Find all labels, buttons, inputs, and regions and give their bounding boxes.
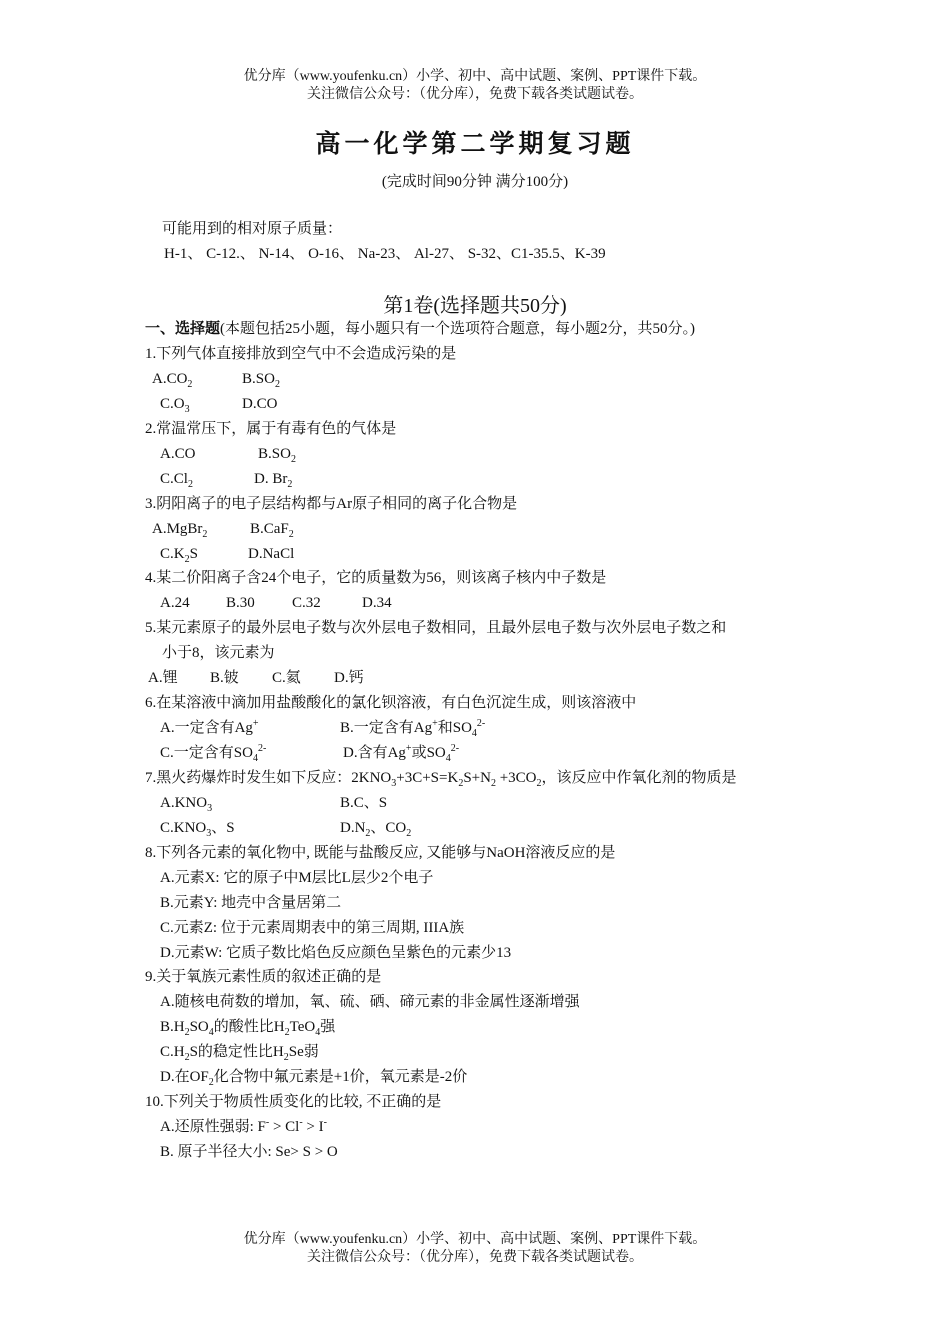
option-c: $C.O_3$ bbox=[160, 396, 190, 415]
footer-line-1: 优分库（www.youfenku.cn）小学、初中、高中试题、案例、PPT课件下载。 bbox=[243, 1232, 707, 1247]
question-1-options-ab bbox=[152, 369, 280, 389]
option-b: B.一定含有Ag+和$SO_4^{2-}$ bbox=[340, 718, 486, 739]
question-9-option-d: D.在$OF_2$化合物中氟元素是+1价，氧元素是-2价 bbox=[160, 1069, 468, 1088]
question-7-options-ab bbox=[160, 793, 387, 813]
question-5-stem-1: 5.某元素原子的最外层电子数与次外层电子数相同，且最外层电子数与次外层电子数之和 bbox=[145, 620, 727, 636]
page-title: 高一化学第二学期复习题 bbox=[315, 129, 635, 158]
option-a: A.一定含有Ag+ bbox=[160, 718, 259, 736]
option-d: D.含有Ag+或$SO_4^{2-}$ bbox=[343, 743, 460, 764]
atomic-mass-label: 可能用到的相对原子质量： bbox=[162, 221, 343, 237]
section-intro bbox=[145, 319, 695, 339]
question-10-option-a: A.还原性强弱: F- > Cl- > I- bbox=[160, 1117, 327, 1135]
question-8-option-b: B.元素Y: 地壳中含量居第二 bbox=[160, 895, 342, 911]
question-7-options-cd bbox=[160, 818, 411, 838]
option-d: D.CO bbox=[242, 396, 278, 412]
question-5-stem-2: 小于8，该元素为 bbox=[162, 645, 275, 661]
atomic-mass-list: H-1、 C-12.、 N-14、 O-16、 Na-23、 Al-27、 S-32、C1-35.5、K-39 bbox=[164, 246, 606, 262]
option-d: D.34 bbox=[362, 595, 392, 611]
option-a: A.锂 bbox=[148, 670, 178, 686]
question-4-stem: 4.某二价阳离子含24个电子，它的质量数为56，则该离子核内中子数是 bbox=[145, 570, 607, 586]
option-c: C.氦 bbox=[272, 670, 301, 686]
question-8-option-d: D.元素W: 它质子数比焰色反应颜色呈紫色的元素少13 bbox=[160, 945, 512, 961]
option-a: A.CO bbox=[160, 446, 196, 462]
page-footer bbox=[0, 1231, 950, 1267]
question-3-stem: 3.阴阳离子的电子层结构都与Ar原子相同的离子化合物是 bbox=[145, 496, 518, 512]
question-7-stem: 7.黑火药爆炸时发生如下反应：$2KNO_3+3C+S=K_2S+N_2 +3CO_2$，该反应中作氧化剂的物质是 bbox=[145, 770, 737, 789]
page-header bbox=[0, 68, 950, 104]
option-a: $A.KNO_3$ bbox=[160, 795, 213, 814]
footer-line-2: 关注微信公众号：（优分库），免费下载各类试题试卷。 bbox=[307, 1250, 643, 1265]
question-3-options-cd bbox=[160, 544, 294, 564]
question-6-options-cd bbox=[160, 743, 459, 763]
option-b: B.C、S bbox=[340, 795, 388, 811]
question-2-stem: 2.常温常压下，属于有毒有色的气体是 bbox=[145, 421, 397, 437]
question-9-option-a: A.随核电荷数的增加，氧、硫、硒、碲元素的非金属性逐渐增强 bbox=[160, 994, 580, 1010]
option-b: B.铍 bbox=[210, 670, 239, 686]
option-a: A.24 bbox=[160, 595, 190, 611]
section-title: 第1卷(选择题共50分) bbox=[383, 295, 567, 317]
header-line-1: 优分库（www.youfenku.cn）小学、初中、高中试题、案例、PPT课件下载。 bbox=[243, 69, 707, 84]
option-d: D.NaCl bbox=[248, 546, 295, 562]
option-b: B.30 bbox=[226, 595, 255, 611]
option-b: B.CaF$_2$ bbox=[250, 521, 294, 540]
question-8-stem: 8.下列各元素的氧化物中, 既能与盐酸反应, 又能够与NaOH溶液反应的是 bbox=[145, 845, 616, 861]
question-6-options-ab bbox=[160, 718, 485, 738]
option-d: D. $Br_2$ bbox=[254, 471, 293, 490]
option-d: $D.N_2$、$CO_2$ bbox=[340, 820, 412, 839]
question-5-options bbox=[148, 668, 364, 688]
question-8-option-c: C.元素Z: 位于元素周期表中的第三周期, IIIA族 bbox=[160, 920, 465, 936]
option-a: $A.CO_2$ bbox=[152, 371, 193, 390]
section-intro-rest: (本题包括25小题，每小题只有一个选项符合题意，每小题2分，共50分。) bbox=[220, 321, 696, 337]
question-10-stem: 10.下列关于物质性质变化的比较, 不正确的是 bbox=[145, 1094, 442, 1110]
question-1-options-cd bbox=[160, 394, 277, 414]
option-c: $C.KNO_3$、S bbox=[160, 820, 235, 839]
question-9-option-b: $B.H_2SO_4$的酸性比$H_2TeO_4$强 bbox=[160, 1019, 336, 1038]
question-1-stem: 1.下列气体直接排放到空气中不会造成污染的是 bbox=[145, 346, 457, 362]
question-8-option-a: A.元素X: 它的原子中M层比L层少2个电子 bbox=[160, 870, 434, 886]
question-4-options bbox=[160, 593, 392, 613]
page-subtitle: (完成时间90分钟 满分100分) bbox=[381, 174, 569, 190]
option-b: $B.SO_2$ bbox=[242, 371, 280, 390]
question-3-options-ab bbox=[152, 519, 294, 539]
question-10-option-b: B. 原子半径大小: Se> S > O bbox=[160, 1144, 338, 1160]
question-2-options-cd bbox=[160, 469, 292, 489]
option-b: $B.SO_2$ bbox=[258, 446, 296, 465]
question-9-stem: 9.关于氧族元素性质的叙述正确的是 bbox=[145, 969, 382, 985]
question-6-stem: 6.在某溶液中滴加用盐酸酸化的氯化钡溶液，有白色沉淀生成，则该溶液中 bbox=[145, 695, 637, 711]
option-c: $C.Cl_2$ bbox=[160, 471, 193, 490]
question-2-options-ab bbox=[160, 444, 296, 464]
question-9-option-c: $C.H_2S$的稳定性比$H_2Se$弱 bbox=[160, 1044, 319, 1063]
header-line-2: 关注微信公众号：（优分库），免费下载各类试题试卷。 bbox=[307, 87, 643, 102]
option-c: C.32 bbox=[292, 595, 321, 611]
option-d: D.钙 bbox=[334, 670, 364, 686]
option-c: $C.K_2S$ bbox=[160, 546, 198, 565]
section-intro-bold: 一、选择题 bbox=[145, 321, 221, 337]
option-c: C.一定含有$SO_4^{2-}$ bbox=[160, 743, 267, 764]
option-a: A.MgBr$_2$ bbox=[152, 521, 208, 540]
